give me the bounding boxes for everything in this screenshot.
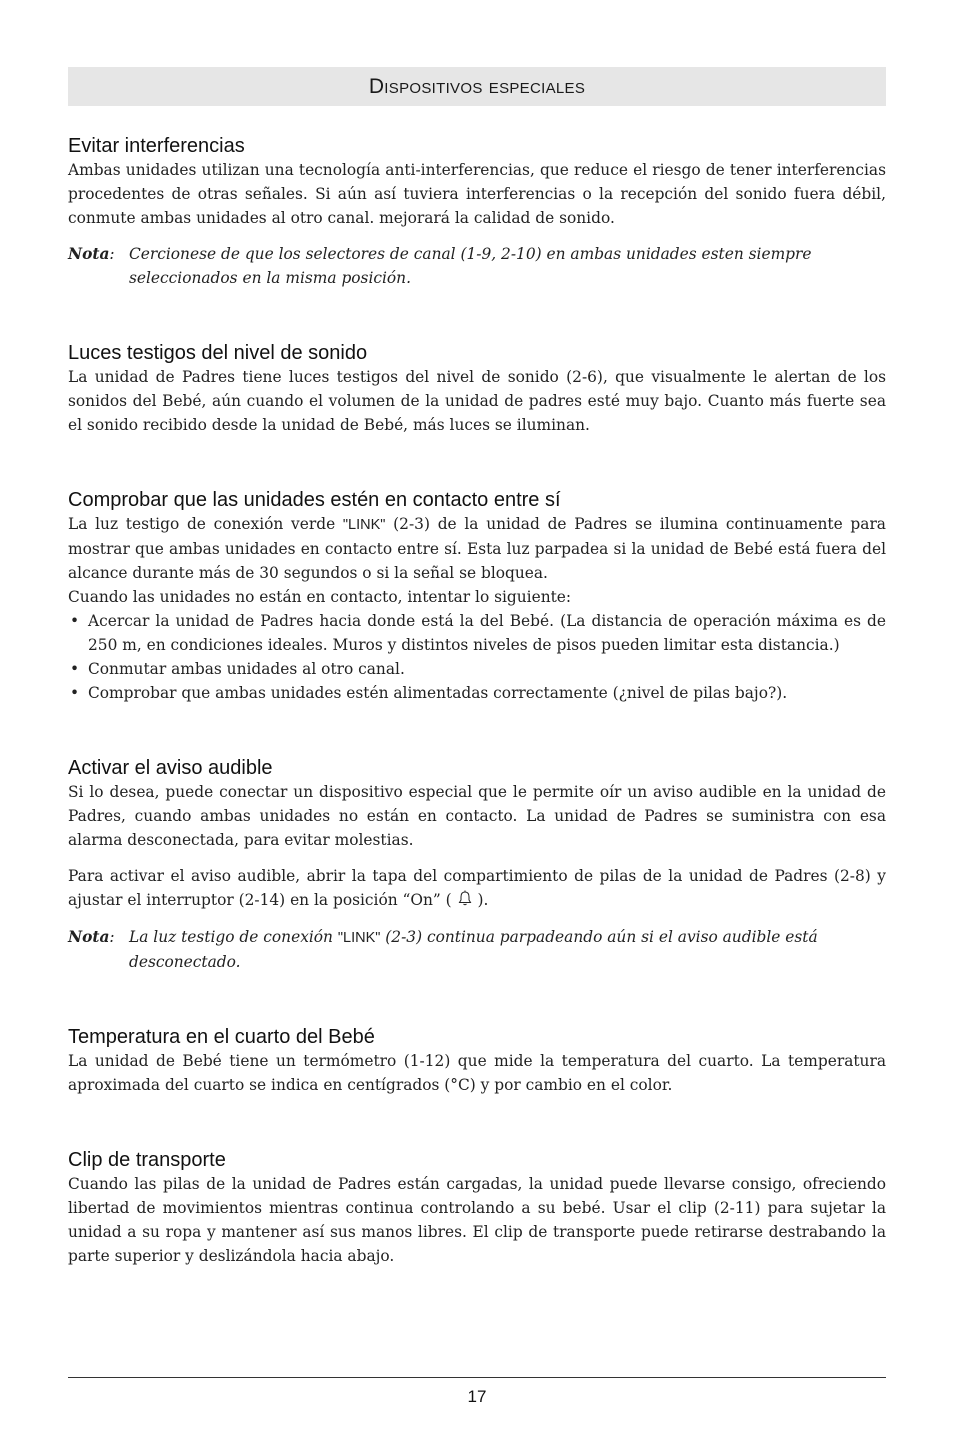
heading-aviso-audible: Activar el aviso audible — [68, 757, 273, 779]
list-acciones — [68, 609, 886, 705]
note-text: La luz testigo de conexión "LINK" (2-3) continua parpadeando aún si el aviso audible está desconectado. — [129, 928, 818, 971]
paragraph-aviso-2: Para activar el aviso audible, abrir la tapa del compartimiento de pilas de la unidad de Padres (2-8) y ajustar el interruptor (2-14) en la posición “On” ( ). — [68, 864, 886, 913]
section-luces-testigos — [68, 341, 886, 437]
list-item: • Conmutar ambas unidades al otro canal. — [70, 660, 405, 678]
bell-icon — [457, 889, 473, 913]
page-content — [68, 67, 886, 1268]
heading-luces-testigos: Luces testigos del nivel de sonido — [68, 342, 368, 364]
section-aviso-audible — [68, 756, 886, 974]
heading-evitar-interferencias: Evitar interferencias — [68, 135, 245, 157]
heading-comprobar-contacto: Comprobar que las unidades estén en contacto entre sí — [68, 489, 561, 511]
footer-divider — [68, 1377, 886, 1378]
heading-temperatura: Temperatura en el cuarto del Bebé — [68, 1026, 375, 1048]
paragraph-temperatura: La unidad de Bebé tiene un termómetro (1-12) que mide la temperatura del cuarto. La temperatura aproximada del cuarto se indica en centígrados (°C) y por cambio en el color. — [68, 1052, 886, 1094]
paragraph-conexion: La luz testigo de conexión verde "LINK" (2-3) de la unidad de Padres se ilumina continuamente para mostrar que ambas unidades en contacto entre sí. Esta luz parpadea si la unidad de Bebé está fuera del alcance durante más de 30 segundos o si la señal se bloquea. — [68, 515, 886, 582]
section-comprobar-contacto — [68, 488, 886, 705]
paragraph-aviso-1: Si lo desea, puede conectar un dispositivo especial que le permite oír un aviso audible en la unidad de Padres, cuando ambas unidades no están en contacto. La unidad de Padres se suministra con esa alarma desconectada, para evitar molestias. — [68, 783, 886, 849]
paragraph-intro-lista: Cuando las unidades no están en contacto, intentar lo siguiente: — [68, 588, 572, 606]
note-text: Cercionese de que los selectores de canal (1-9, 2-10) en ambas unidades esten siempre seleccionados en la misma posición. — [129, 245, 812, 287]
list-item: • Acercar la unidad de Padres hacia donde está la del Bebé. (La distancia de operación máxima es de 250 m, en condiciones ideales. Muros y distintos niveles de pisos pueden limitar esta distancia.) — [70, 612, 886, 654]
section-evitar-interferencias — [68, 134, 886, 290]
note-canal: Nota: Cercionese de que los selectores de canal (1-9, 2-10) en ambas unidades esten siempre seleccionados en la misma posición. — [68, 242, 886, 290]
note-link: Nota: La luz testigo de conexión "LINK" (2-3) continua parpadeando aún si el aviso audible está desconectado. — [68, 925, 886, 974]
paragraph-luces-testigos: La unidad de Padres tiene luces testigos del nivel de sonido (2-6), que visualmente le alertan de los sonidos del Bebé, aún cuando el volumen de la unidad de padres esté muy bajo. Cuanto más fuerte sea el sonido recibido desde la unidad de Bebé, más luces se iluminan. — [68, 368, 886, 434]
heading-clip-transporte: Clip de transporte — [68, 1149, 226, 1171]
page-number: 17 — [467, 1387, 487, 1406]
section-temperatura — [68, 1025, 886, 1097]
list-item: • Comprobar que ambas unidades estén alimentadas correctamente (¿nivel de pilas bajo?). — [70, 684, 788, 702]
section-clip-transporte — [68, 1148, 886, 1268]
note-label: Nota — [68, 245, 110, 263]
paragraph-interferencias: Ambas unidades utilizan una tecnología anti-interferencias, que reduce el riesgo de tener interferencias procedentes de otras señales. Si aún así tuviera interferencias o la recepción del sonido fuera débil, conmute ambas unidades al otro canal. mejorará la calidad de sonido. — [68, 161, 886, 227]
link-label: "LINK" — [337, 930, 381, 946]
paragraph-clip: Cuando las pilas de la unidad de Padres están cargadas, la unidad puede llevarse consigo, ofreciendo libertad de movimientos mientras continua controlando a su bebé. Usar el clip (2-11) para sujetar la unidad a su ropa y mantener así sus manos libres. El clip de transporte puede retirarse destrabando la parte superior y deslizándola hacia abajo. — [68, 1175, 886, 1265]
note-label: Nota — [68, 928, 110, 946]
section-banner — [68, 67, 886, 106]
link-label: "LINK" — [342, 517, 386, 533]
banner-title: Dispositivos especiales — [368, 74, 586, 98]
